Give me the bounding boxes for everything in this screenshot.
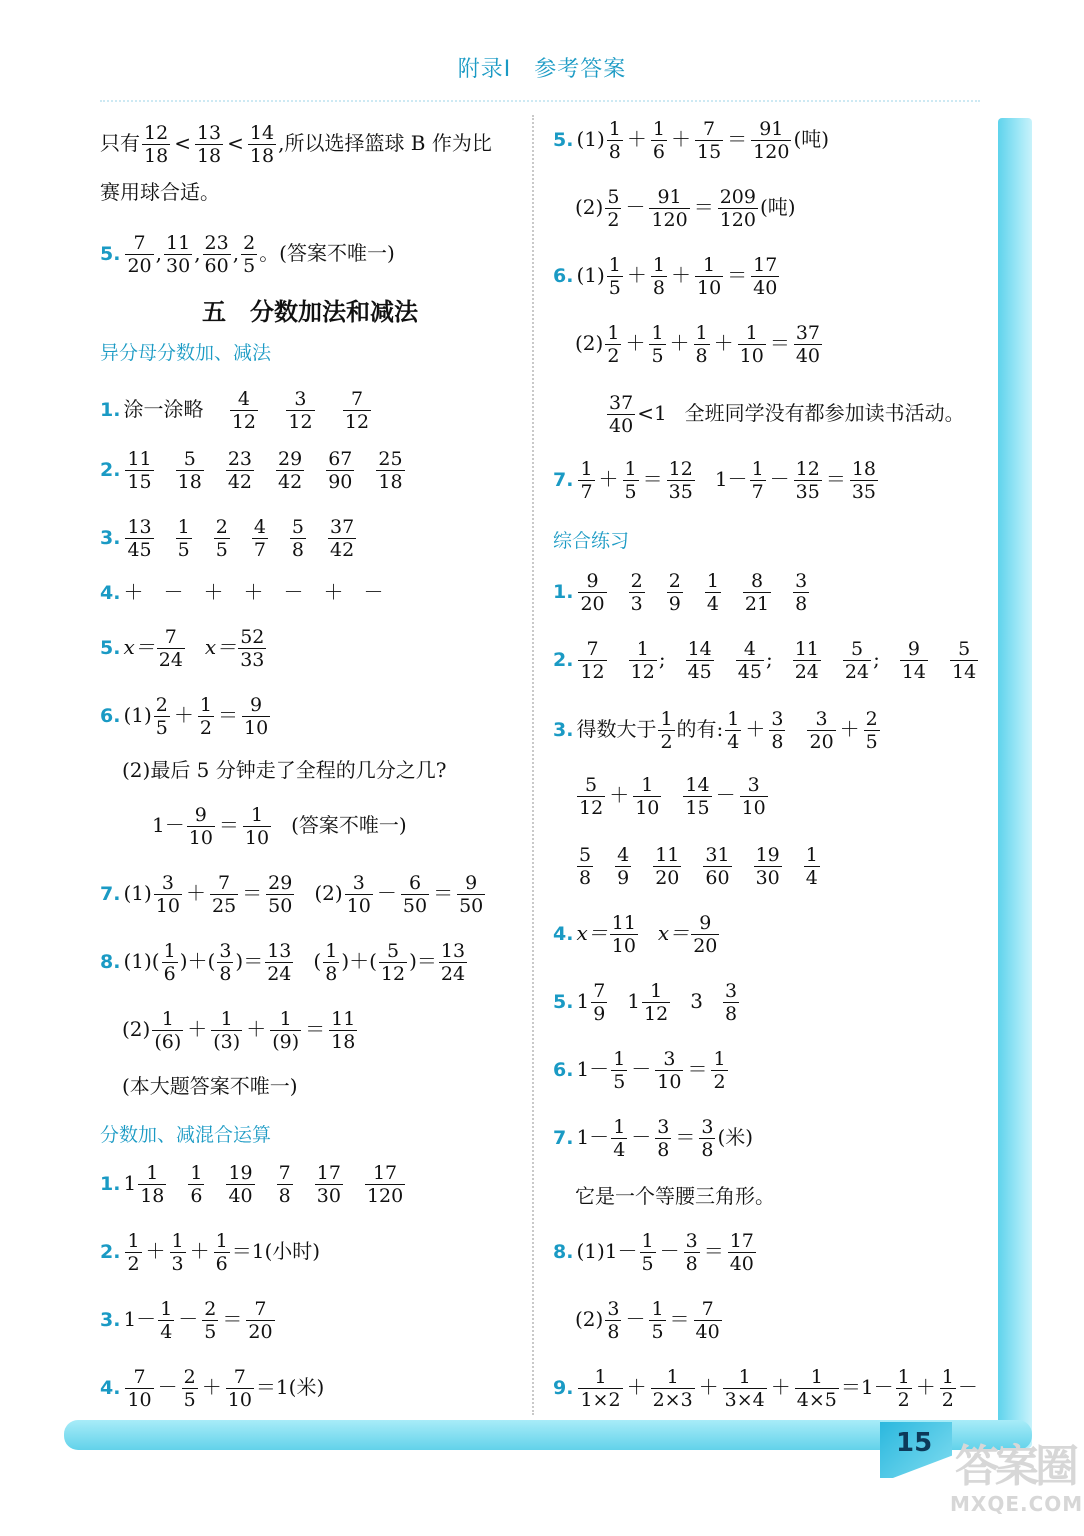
fraction: $\frac{3}{12}$ (288, 388, 313, 433)
fraction: $\frac{7}{10}$ (127, 1366, 152, 1411)
fraction: $\frac{2}{9}$ (668, 570, 681, 615)
r-question-5-part-1: 5. (1) $\frac{1}{8}$ ＋ $\frac{1}{6}$ ＋ $\frac{7}{15}$ ＝ $\frac{91}{120}$ (吨) (553, 118, 830, 163)
fraction: $\frac{2}{5}$ (155, 694, 168, 739)
intro-line-1: 只有 $\frac{12}{18}$ < $\frac{13}{18}$ < $\frac{14}{18}$ ,所以选择篮球 B 作为比 (100, 122, 492, 167)
fraction: $\frac{31}{60}$ (705, 844, 730, 889)
s1-question-8-part-1: 8. (1)( $\frac{1}{6}$ )＋( $\frac{3}{8}$ )＝ $\frac{13}{24}$ ( $\frac{1}{8}$ )＋( $\frac{5}{12}$ )＝ $\frac{13}{24}$ (100, 940, 466, 985)
fraction: $\frac{9}{14}$ (901, 638, 927, 683)
fraction: $\frac{13}{45}$ (127, 516, 152, 561)
s2-question-4: 4. $\frac{7}{10}$ － $\frac{2}{5}$ ＋ $\frac{7}{10}$ ＝1(米) (100, 1366, 325, 1411)
section-title: 五 分数加法和减法 (202, 298, 418, 326)
fraction: $\frac{2}{5}$ (215, 516, 228, 561)
fraction: $\frac{67}{90}$ (328, 448, 353, 493)
z-question-7: 7. 1－ $\frac{1}{4}$ － $\frac{3}{8}$ ＝ $\frac{3}{8}$ (米) (553, 1116, 754, 1161)
s2-question-1: 1. 1 $\frac{1}{18}$ $\frac{1}{6}$ $\frac{19}{40}$ $\frac{7}{8}$ $\frac{17}{30}$ $\frac{17}{120}$ (100, 1162, 404, 1207)
fraction: $\frac{1}{2\times 3}$ (652, 1366, 693, 1411)
fraction: $\frac{12}{18}$ (144, 122, 169, 167)
fraction: $\frac{1}{2}$ (713, 1048, 726, 1093)
fraction: $\frac{3}{8}$ (771, 708, 784, 753)
fraction: $\frac{9}{10}$ (243, 694, 269, 739)
fraction: $\frac{37}{40}$ (795, 322, 820, 367)
page-header: 附录Ⅰ 参考答案 (457, 57, 627, 82)
fraction: $\frac{25}{18}$ (378, 448, 403, 493)
fraction: $\frac{1}{8}$ (695, 322, 708, 367)
fraction: $\frac{7}{12}$ (580, 638, 605, 683)
r-question-7: 7. $\frac{1}{7}$ ＋ $\frac{1}{5}$ ＝ $\frac{12}{35}$ 1－ $\frac{1}{7}$ － $\frac{12}{35}$ ＝ $\frac{18}{35}$ (553, 458, 877, 503)
z-question-8-part-1: 8. (1)1－ $\frac{1}{5}$ － $\frac{3}{8}$ ＝ $\frac{17}{40}$ (553, 1230, 754, 1275)
fraction: $\frac{1}{12}$ (630, 638, 655, 683)
fraction: $\frac{7}{12}$ (344, 388, 370, 433)
page-number: 15 (896, 1428, 933, 1458)
fraction: $\frac{1}{6}$ (215, 1230, 228, 1275)
watermark-logo (950, 1441, 1084, 1532)
fraction: $\frac{4}{12}$ (231, 388, 256, 433)
fraction: $\frac{1}{10}$ (244, 804, 270, 849)
fraction: $\frac{7}{15}$ (696, 118, 722, 163)
fraction: $\frac{2}{5}$ (183, 1366, 196, 1411)
s1-question-3: 3. $\frac{13}{45}$ $\frac{1}{5}$ $\frac{2}{5}$ $\frac{4}{7}$ $\frac{5}{8}$ $\frac{37}{42}$ (100, 516, 355, 561)
fraction: $\frac{1}{(9)}$ (272, 1008, 300, 1053)
r-question-6-part-1: 6. (1) $\frac{1}{5}$ ＋ $\frac{1}{8}$ ＋ $\frac{1}{10}$ ＝ $\frac{17}{40}$ (553, 254, 778, 299)
fraction: $\frac{1}{5}$ (651, 1298, 664, 1343)
fraction: $\frac{7}{9}$ (593, 980, 606, 1025)
fraction: $\frac{5}{8}$ (291, 516, 305, 561)
fraction: $\frac{1}{8}$ (652, 254, 665, 299)
z-question-9: 9. $\frac{1}{1\times 2}$ ＋ $\frac{1}{2\times 3}$ ＋ $\frac{1}{3\times 4}$ ＋ $\frac{1}{4\times 5}$ ＝1－ $\frac{1}{2}$ ＋ $\frac{1}{2}$ － (553, 1366, 978, 1411)
subsection-heading-1: 异分母分数加、减法 (100, 342, 272, 364)
fraction: $\frac{91}{120}$ (651, 186, 688, 231)
decorative-frame-right (998, 118, 1032, 1448)
fraction: $\frac{13}{18}$ (196, 122, 222, 167)
fraction: $\frac{19}{40}$ (228, 1162, 253, 1207)
fraction: $\frac{11}{10}$ (611, 912, 636, 957)
s1-question-5: 5. x＝ $\frac{7}{24}$ x＝ $\frac{52}{33}$ (100, 626, 265, 671)
fraction: $\frac{52}{33}$ (240, 626, 265, 671)
fraction: $\frac{7}{40}$ (695, 1298, 720, 1343)
z-question-6: 6. 1－ $\frac{1}{5}$ － $\frac{3}{10}$ ＝ $\frac{1}{2}$ (553, 1048, 726, 1093)
fraction: $\frac{1}{4}$ (613, 1116, 626, 1161)
fraction: $\frac{18}{35}$ (851, 458, 877, 503)
fraction: $\frac{17}{40}$ (753, 254, 778, 299)
z-question-1: 1. $\frac{9}{20}$ $\frac{2}{3}$ $\frac{2}{9}$ $\frac{1}{4}$ $\frac{8}{21}$ $\frac{3}{8}$ (553, 570, 808, 615)
fraction: $\frac{1}{5}$ (641, 1230, 654, 1275)
fraction: $\frac{1}{6}$ (652, 118, 665, 163)
fraction: $\frac{1}{2}$ (199, 694, 212, 739)
fraction: $\frac{7}{24}$ (158, 626, 183, 671)
fraction: $\frac{1}{3}$ (171, 1230, 184, 1275)
fraction: $\frac{1}{2}$ (607, 322, 620, 367)
z-question-3-line-1: 3. 得数大于 $\frac{1}{2}$ 的有: $\frac{1}{4}$ ＋ $\frac{3}{8}$ $\frac{3}{20}$ ＋ $\frac{2}{5}$ (553, 708, 878, 753)
fraction: $\frac{1}{5}$ (624, 458, 637, 503)
fraction: $\frac{1}{5}$ (613, 1048, 626, 1093)
fraction: $\frac{9}{20}$ (693, 912, 718, 957)
fraction: $\frac{1}{2}$ (941, 1366, 954, 1411)
fraction: $\frac{12}{35}$ (668, 458, 693, 503)
fraction: $\frac{5}{18}$ (177, 448, 202, 493)
fraction: $\frac{23}{42}$ (227, 448, 253, 493)
fraction: $\frac{1}{3\times 4}$ (724, 1366, 765, 1411)
fraction: $\frac{1}{7}$ (580, 458, 593, 503)
fraction: $\frac{209}{120}$ (719, 186, 756, 231)
fraction: $\frac{2}{3}$ (630, 570, 643, 615)
fraction: $\frac{9}{10}$ (188, 804, 213, 849)
fraction: $\frac{9}{50}$ (459, 872, 484, 917)
s2-question-2: 2. $\frac{1}{2}$ ＋ $\frac{1}{3}$ ＋ $\frac{1}{6}$ ＝1(小时) (100, 1230, 321, 1275)
fraction: $\frac{14}{15}$ (685, 774, 710, 819)
s1-question-4: 4. ＋ － ＋ ＋ － ＋ － (100, 580, 384, 604)
fraction: $\frac{3}{8}$ (657, 1116, 670, 1161)
header-divider (100, 100, 980, 102)
fraction: $\frac{3}{8}$ (701, 1116, 714, 1161)
fraction: $\frac{19}{30}$ (755, 844, 780, 889)
fraction: $\frac{5}{24}$ (844, 638, 870, 683)
fraction: $\frac{1}{4}$ (805, 844, 818, 889)
fraction: $\frac{1}{5}$ (651, 322, 664, 367)
fraction: $\frac{7}{8}$ (278, 1162, 291, 1207)
fraction: $\frac{3}{10}$ (346, 872, 371, 917)
fraction: $\frac{1}{10}$ (739, 322, 764, 367)
fraction: $\frac{11}{15}$ (127, 448, 152, 493)
fraction: $\frac{1}{(3)}$ (213, 1008, 241, 1053)
s1-question-8-part-2: (2) $\frac{1}{(6)}$ ＋ $\frac{1}{(3)}$ ＋ $\frac{1}{(9)}$ ＝ $\frac{11}{18}$ (122, 1008, 356, 1053)
fraction: $\frac{1}{10}$ (635, 774, 660, 819)
z-question-2: 2. $\frac{7}{12}$ $\frac{1}{12}$ ; $\frac{14}{45}$ $\frac{4}{45}$ ; $\frac{11}{24}$ $\frac{5}{24}$ ; $\frac{9}{14}$ $\frac{5}{14}$ (553, 638, 977, 683)
fraction: $\frac{1}{4}$ (727, 708, 740, 753)
r-question-6-part-2: (2) $\frac{1}{2}$ ＋ $\frac{1}{5}$ ＋ $\frac{1}{8}$ ＋ $\frac{1}{10}$ ＝ $\frac{37}{40}$ (575, 322, 820, 367)
fraction: $\frac{2}{5}$ (865, 708, 878, 753)
fraction: $\frac{1}{4}$ (706, 570, 719, 615)
s1-question-6-part-1: 6. (1) $\frac{2}{5}$ ＋ $\frac{1}{2}$ ＝ $\frac{9}{10}$ (100, 694, 269, 739)
subsection-heading-2: 分数加、减混合运算 (100, 1124, 272, 1146)
fraction: $\frac{7}{10}$ (227, 1366, 252, 1411)
fraction: $\frac{13}{24}$ (440, 940, 466, 985)
fraction: $\frac{2}{5}$ (243, 232, 256, 277)
s1-question-7: 7. (1) $\frac{3}{10}$ ＋ $\frac{7}{25}$ ＝ $\frac{29}{50}$ (2) $\frac{3}{10}$ － $\frac{6}{50}$ ＝ $\frac{9}{50}$ (100, 872, 484, 917)
fraction: $\frac{1}{1\times 2}$ (580, 1366, 621, 1411)
fraction: $\frac{7}{20}$ (127, 232, 152, 277)
r-question-5-part-2: (2) $\frac{5}{2}$ － $\frac{91}{120}$ ＝ $\frac{209}{120}$ (吨) (575, 186, 796, 231)
s1-question-6-answer: 1－ $\frac{9}{10}$ ＝ $\frac{1}{10}$ (答案不唯一) (152, 804, 407, 849)
fraction: $\frac{4}{45}$ (737, 638, 762, 683)
fraction: $\frac{3}{20}$ (809, 708, 834, 753)
fraction: $\frac{4}{9}$ (617, 844, 630, 889)
s2-question-3: 3. 1－ $\frac{1}{4}$ － $\frac{2}{5}$ ＝ $\frac{7}{20}$ (100, 1298, 273, 1343)
fraction: $\frac{1}{18}$ (140, 1162, 165, 1207)
fraction: $\frac{3}{10}$ (657, 1048, 682, 1093)
fraction: $\frac{11}{30}$ (166, 232, 191, 277)
fraction: $\frac{1}{5}$ (608, 254, 621, 299)
fraction: $\frac{1}{2}$ (660, 708, 673, 753)
fraction: $\frac{12}{35}$ (795, 458, 820, 503)
r-question-6-conclusion: $\frac{37}{40}$ <1 全班同学没有都参加读书活动。 (609, 392, 965, 437)
fraction: $\frac{1}{4\times 5}$ (796, 1366, 837, 1411)
fraction: $\frac{37}{40}$ (609, 392, 634, 437)
fraction: $\frac{37}{42}$ (330, 516, 355, 561)
fraction: $\frac{9}{20}$ (580, 570, 605, 615)
fraction: $\frac{1}{6}$ (163, 940, 176, 985)
fraction: $\frac{3}{8}$ (607, 1298, 620, 1343)
fraction: $\frac{5}{12}$ (380, 940, 406, 985)
z-question-3-line-3 (575, 844, 822, 889)
s1-question-2: 2. $\frac{11}{15}$ $\frac{5}{18}$ $\frac{23}{42}$ $\frac{29}{42}$ $\frac{67}{90}$ $\frac{25}{18}$ (100, 448, 403, 493)
fraction: $\frac{1}{7}$ (751, 458, 764, 503)
fraction: $\frac{11}{18}$ (331, 1008, 356, 1053)
fraction: $\frac{17}{120}$ (366, 1162, 404, 1207)
fraction: $\frac{1}{10}$ (696, 254, 722, 299)
s1-question-1: 1. 涂一涂略 $\frac{4}{12}$ $\frac{3}{12}$ $\frac{7}{12}$ (100, 388, 370, 433)
fraction: $\frac{6}{50}$ (402, 872, 428, 917)
fraction: $\frac{17}{30}$ (316, 1162, 341, 1207)
subsection-heading-3: 综合练习 (553, 530, 630, 552)
column-divider (532, 115, 534, 1415)
fraction: $\frac{3}{8}$ (795, 570, 808, 615)
fraction: $\frac{3}{10}$ (155, 872, 180, 917)
fraction: $\frac{3}{8}$ (724, 980, 738, 1025)
fraction: $\frac{1}{6}$ (190, 1162, 203, 1207)
fraction: $\frac{1}{5}$ (177, 516, 190, 561)
fraction: $\frac{3}{8}$ (685, 1230, 698, 1275)
fraction: $\frac{1}{2}$ (897, 1366, 910, 1411)
fraction: $\frac{29}{42}$ (278, 448, 303, 493)
fraction: $\frac{11}{24}$ (794, 638, 819, 683)
watermark-cn: 答案圈 (955, 1441, 1075, 1492)
fraction: $\frac{14}{18}$ (249, 122, 275, 167)
z-question-7-note: 它是一个等腰三角形。 (575, 1184, 775, 1208)
fraction: $\frac{4}{7}$ (253, 516, 266, 561)
fraction: $\frac{11}{20}$ (655, 844, 680, 889)
fraction: $\frac{1}{12}$ (644, 980, 669, 1025)
z-question-3-line-2: $\frac{5}{12}$ ＋ $\frac{1}{10}$ $\frac{14}{15}$ － $\frac{3}{10}$ (579, 774, 766, 819)
fraction: $\frac{3}{10}$ (741, 774, 766, 819)
z-question-5: 5. 1 $\frac{7}{9}$ 1 $\frac{1}{12}$ 3 $\frac{3}{8}$ (553, 980, 738, 1025)
fraction: $\frac{1}{4}$ (160, 1298, 173, 1343)
fraction: $\frac{1}{(6)}$ (154, 1008, 182, 1053)
s1-question-6-part-2: (2)最后 5 分钟走了全程的几分之几? (122, 758, 447, 782)
s1-question-8-note: (本大题答案不唯一) (122, 1074, 298, 1098)
fraction: $\frac{5}{12}$ (579, 774, 604, 819)
fraction: $\frac{7}{20}$ (248, 1298, 273, 1343)
watermark-en: MXQE.COM (950, 1492, 1084, 1516)
fraction: $\frac{1}{8}$ (325, 940, 338, 985)
fraction: $\frac{14}{45}$ (687, 638, 712, 683)
fraction: $\frac{23}{60}$ (204, 232, 229, 277)
fraction: $\frac{17}{40}$ (729, 1230, 754, 1275)
fraction: $\frac{91}{120}$ (753, 118, 790, 163)
fraction: $\frac{13}{24}$ (267, 940, 292, 985)
fraction: $\frac{1}{8}$ (608, 118, 621, 163)
fraction: $\frac{7}{25}$ (211, 872, 237, 917)
fraction: $\frac{5}{8}$ (579, 844, 592, 889)
fraction: $\frac{1}{2}$ (127, 1230, 140, 1275)
fraction: $\frac{3}{8}$ (219, 940, 232, 985)
fraction: $\frac{5}{14}$ (952, 638, 977, 683)
fraction: $\frac{29}{50}$ (268, 872, 293, 917)
intro-line-2: 赛用球合适。 (100, 180, 220, 204)
z-question-4: 4. x＝ $\frac{11}{10}$ x＝ $\frac{9}{20}$ (553, 912, 718, 957)
fraction: $\frac{8}{21}$ (744, 570, 770, 615)
fraction: $\frac{2}{5}$ (204, 1298, 217, 1343)
z-question-8-part-2: (2) $\frac{3}{8}$ － $\frac{1}{5}$ ＝ $\frac{7}{40}$ (575, 1298, 720, 1343)
fraction: $\frac{5}{2}$ (607, 186, 620, 231)
question-5-prev: 5. $\frac{7}{20}$ , $\frac{11}{30}$ , $\frac{23}{60}$ , $\frac{2}{5}$ 。(答案不唯一) (100, 232, 395, 277)
